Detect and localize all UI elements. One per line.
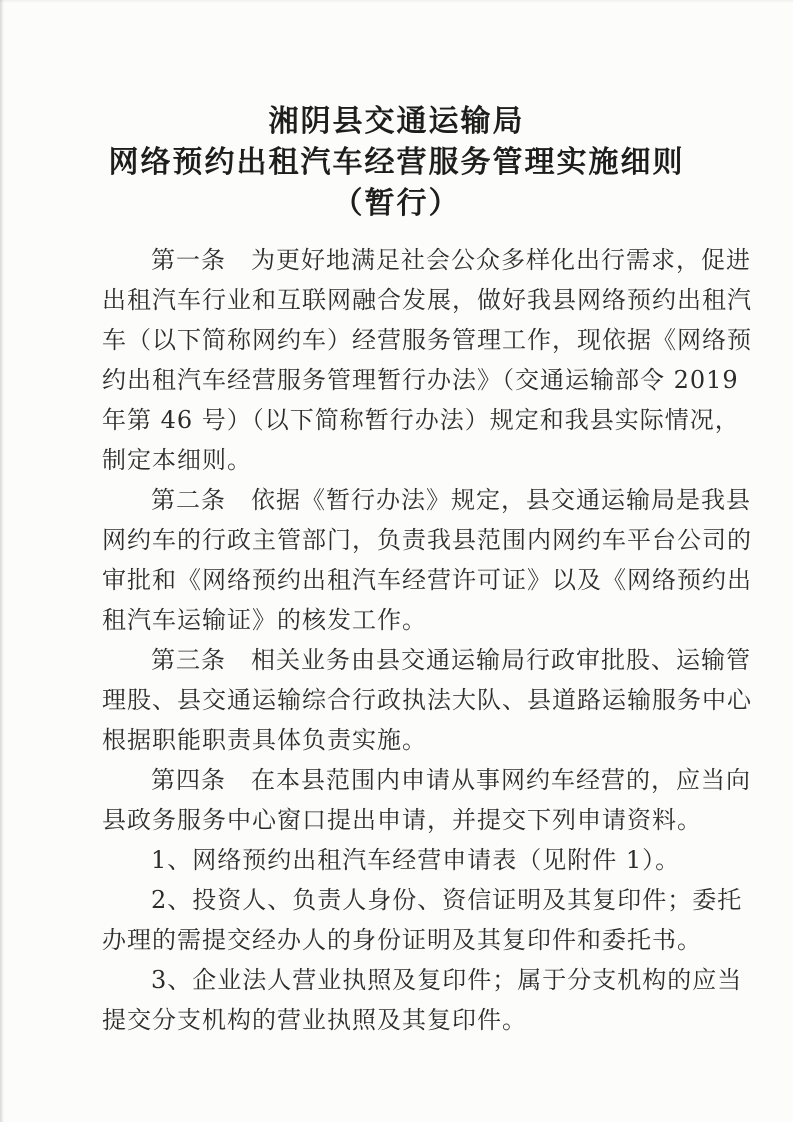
text-line: 审批和《网络预约出租汽车经营许可证》以及《网络预约出 (102, 566, 752, 594)
text-line: 租汽车运输证》的核发工作。 (102, 606, 427, 634)
text-line: 出租汽车行业和互联网融合发展，做好我县网络预约出租汽 (102, 286, 752, 314)
text-line: 根据职能职责具体负责实施。 (102, 726, 427, 754)
text-line: 理股、县交通运输综合行政执法大队、县道路运输服务中心 (102, 686, 752, 714)
text-line: 第一条 为更好地满足社会公众多样化出行需求，促进 (151, 246, 751, 274)
document-title (0, 101, 793, 224)
text-line: 年第 46 号）（以下简称暂行办法）规定和我县实际情况， (102, 406, 740, 434)
text-line: 网约车的行政主管部门，负责我县范围内网约车平台公司的 (102, 526, 752, 554)
scan-edge-artifact-top (0, 0, 793, 3)
text-line: 第三条 相关业务由县交通运输局行政审批股、运输管 (151, 646, 751, 674)
text-line: 1、网络预约出租汽车经营申请表（见附件 1）。 (151, 846, 681, 874)
text-line: 车（以下简称网约车）经营服务管理工作，现依据《网络预 (102, 326, 752, 354)
text-line: 办理的需提交经办人的身份证明及其复印件和委托书。 (102, 926, 702, 954)
text-line: 约出租汽车经营服务管理暂行办法》（交通运输部令 2019 (102, 366, 739, 394)
document-title-line-3: （暂行） (332, 186, 461, 221)
text-line: 3、企业法人营业执照及复印件；属于分支机构的应当 (151, 966, 743, 994)
document-body (102, 240, 752, 1040)
text-line: 第二条 依据《暂行办法》规定，县交通运输局是我县 (151, 486, 751, 514)
document-title-line-2: 网络预约出租汽车经营服务管理实施细则 (108, 145, 685, 180)
text-line: 第四条 在本县范围内申请从事网约车经营的，应当向 (151, 766, 751, 794)
text-line: 2、投资人、负责人身份、资信证明及其复印件；委托 (151, 886, 743, 914)
text-line: 制定本细则。 (102, 446, 252, 474)
document-title-line-1: 湘阴县交通运输局 (268, 104, 525, 139)
text-line: 县政务服务中心窗口提出申请，并提交下列申请资料。 (102, 806, 702, 834)
text-line: 提交分支机构的营业执照及其复印件。 (102, 1006, 527, 1034)
